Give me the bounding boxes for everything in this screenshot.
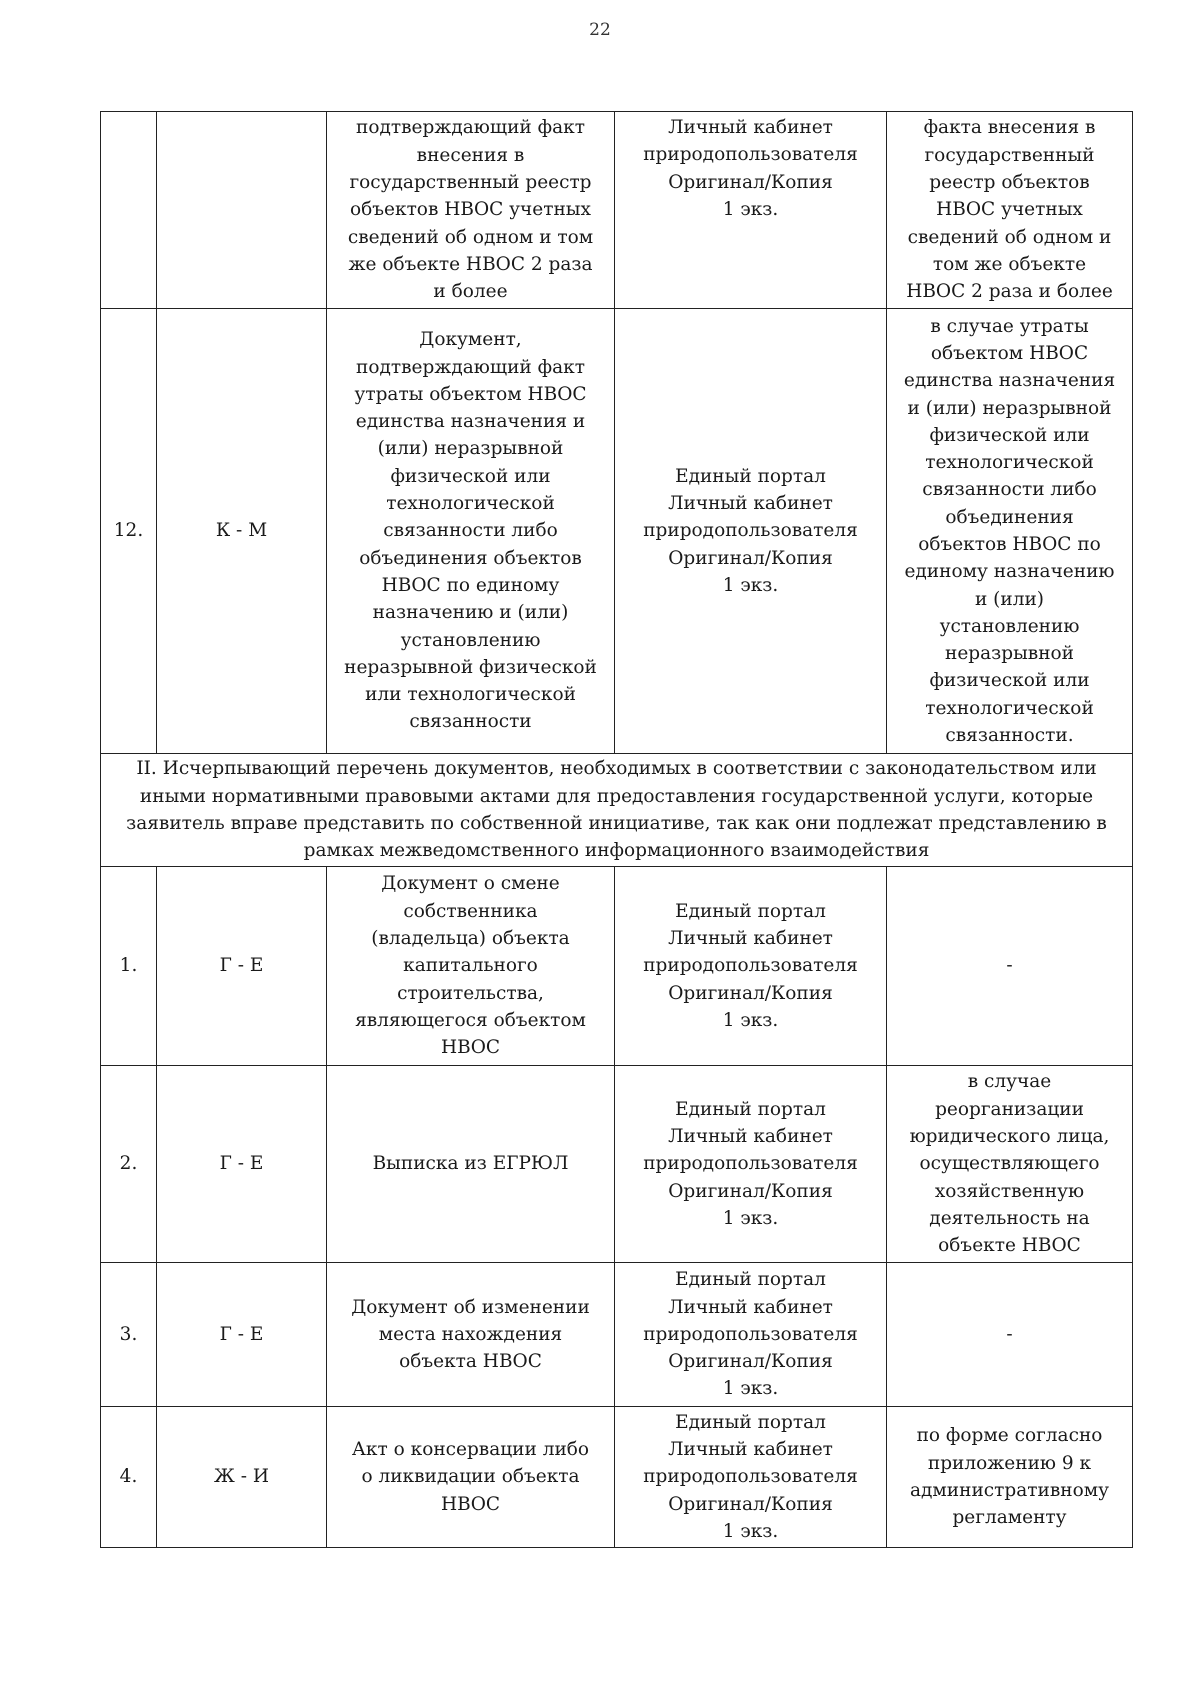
submission-method-cell: Единый портал Личный кабинет природопользователя Оригинал/Копия 1 экз. [615,1066,887,1263]
condition-cell: по форме согласно приложению 9 к административному регламенту [887,1407,1133,1548]
document-name-cell: Документ о смене собственника (владельца) объекта капитального строительства, являющегося объектом НВОС [327,867,615,1066]
table-row [101,309,1133,754]
submission-method-cell: Единый портал Личный кабинет природопользователя Оригинал/Копия 1 экз. [615,309,887,754]
table-row [101,1407,1133,1548]
table-row [101,867,1133,1066]
table-row [101,1066,1133,1263]
table-row [101,112,1133,309]
document-name-cell: Документ об изменении места нахождения объекта НВОС [327,1263,615,1407]
row-number-cell: 2. [101,1066,157,1263]
row-number-cell: 1. [101,867,157,1066]
submission-method-cell: Единый портал Личный кабинет природопользователя Оригинал/Копия 1 экз. [615,1263,887,1407]
condition-cell: в случае реорганизации юридического лица, осуществляющего хозяйственную деятельность на объекте НВОС [887,1066,1133,1263]
document-name-cell: Документ, подтверждающий факт утраты объектом НВОС единства назначения и (или) неразрывной физической или технологической связанности либо объединения объектов НВОС по единому назначению и (или) установлению неразрывной физической или технологической связанности [327,309,615,754]
row-number-cell: 12. [101,309,157,754]
document-name-cell: Выписка из ЕГРЮЛ [327,1066,615,1263]
row-number-cell [101,112,157,309]
code-cell: Г - Е [157,1066,327,1263]
submission-method-cell: Единый портал Личный кабинет природопользователя Оригинал/Копия 1 экз. [615,1407,887,1548]
documents-table [100,111,1133,1548]
submission-method-cell: Единый портал Личный кабинет природопользователя Оригинал/Копия 1 экз. [615,867,887,1066]
code-cell: К - М [157,309,327,754]
row-number-cell: 3. [101,1263,157,1407]
condition-cell: факта внесения в государственный реестр объектов НВОС учетных сведений об одном и том же объекте НВОС 2 раза и более [887,112,1133,309]
code-cell: Г - Е [157,1263,327,1407]
code-cell: Г - Е [157,867,327,1066]
section-heading-row [101,754,1133,867]
submission-method-cell: Личный кабинет природопользователя Оригинал/Копия 1 экз. [615,112,887,309]
code-cell: Ж - И [157,1407,327,1548]
condition-cell: - [887,1263,1133,1407]
page-number: 22 [589,20,611,40]
code-cell [157,112,327,309]
document-name-cell: Акт о консервации либо о ликвидации объекта НВОС [327,1407,615,1548]
table-row [101,1263,1133,1407]
row-number-cell: 4. [101,1407,157,1548]
condition-cell: в случае утраты объектом НВОС единства назначения и (или) неразрывной физической или технологической связанности либо объединения объектов НВОС по единому назначению и (или) установлению неразрывной физической или технологической связанности. [887,309,1133,754]
document-name-cell: подтверждающий факт внесения в государственный реестр объектов НВОС учетных сведений об одном и том же объекте НВОС 2 раза и более [327,112,615,309]
condition-cell: - [887,867,1133,1066]
section-heading: II. Исчерпывающий перечень документов, необходимых в соответствии с законодательством или иными нормативными правовыми актами для предоставления государственной услуги, которые заявитель вправе представить по собственной инициативе, так как они подлежат представлению в рамках межведомственного информационного взаимодействия [101,754,1133,867]
